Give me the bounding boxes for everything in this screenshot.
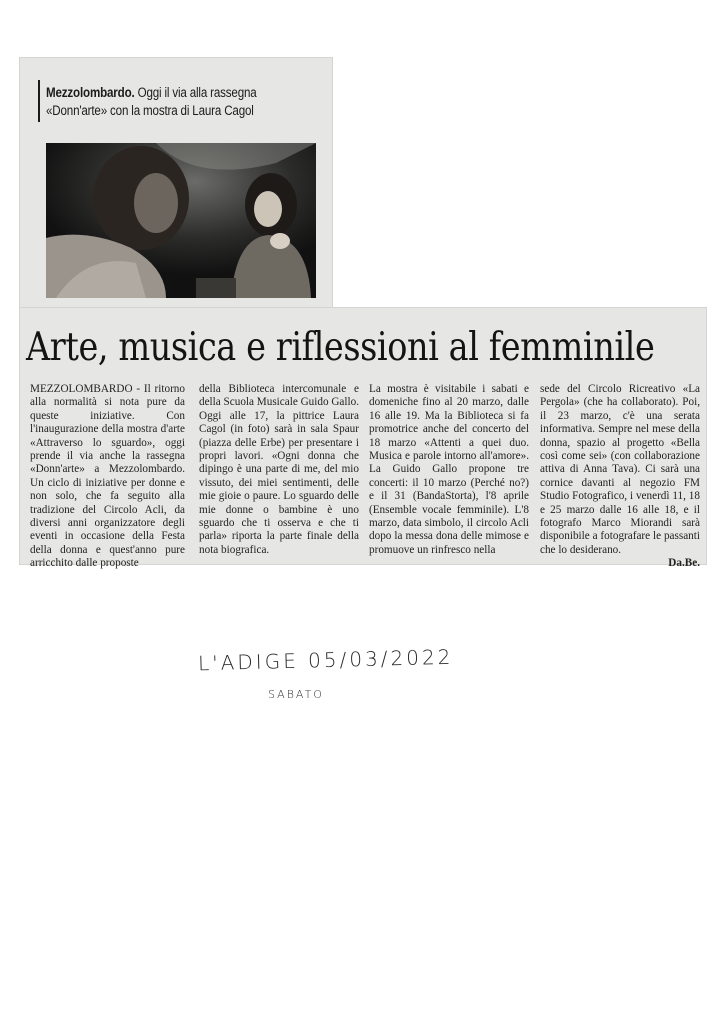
handwritten-day: SABATO (268, 688, 324, 701)
column-1-text: MEZZOLOMBARDO - Il ritorno alla normalità si nota pure da queste iniziative. Con l'inaugurazione della mostra d'arte «Attraverso lo sguardo», oggi prende il via anche la rassegna «Donn'arte» a Mezzolombardo. Un ciclo di iniziative per donne e non solo, che fa seguito alla tradizione del Circolo Acli, da diversi anni organizzatore degli eventi in occasione della Festa della donna e quest'anno pure arricchito dalle proposte (30, 383, 185, 570)
column-2-text: della Biblioteca intercomunale e della Scuola Musicale Guido Gallo. Oggi alle 17, la pittrice Laura Cagol (in foto) sarà in sala Spaur (piazza delle Erbe) per presentare i propri lavori. «Ogni donna che dipingo è una parte di me, del mio vissuto, dei miei sentimenti, delle mie gioie o paure. Lo sguardo delle mie donne o bambine è uno sguardo che ti osserva e che ti parla» riporta la parte finale della nota biografica. (199, 383, 360, 556)
kicker-place: Mezzolombardo. (46, 85, 135, 100)
column-3-text: La mostra è visitabile i sabati e domeniche fino al 20 marzo, dalle 16 alle 19. Ma la Biblioteca si fa promotrice anche del concerto del 18 marzo «Attenti a quei duo. Musica e parole intorno all'amore». La Guido Gallo propone tre concerti: il 10 marzo (Perché no?) e il 31 (BandaStorta), l'8 aprile (Ensemble vocale femminile). L'8 marzo, data simbolo, il circolo Acli dopo la messa dona delle mimose e promuove un rinfresco nella (369, 383, 529, 556)
article-column-2 (199, 383, 359, 557)
article-column-4 (540, 383, 700, 571)
article-column-3 (369, 383, 529, 557)
article-photo (46, 143, 316, 298)
handwritten-source-date: L'ADIGE 05/03/2022 (197, 644, 454, 676)
column-4-text: sede del Circolo Ricreativo «La Pergola» (che ha collaborato). Poi, il 23 marzo, c'è una serata informativa. Sempre nel mese della donna, spazio al progetto «Bella così come sei» (con collaborazione attiva di Anna Tava). Ci sarà una cornice davanti al negozio FM Studio Fotografico, i venerdì 11, 18 e 25 marzo dalle 16 alle 18, e il fotografo Marco Miorandi sarà disponibile a fotografare le passanti che lo desiderano. (540, 383, 700, 556)
headline: Arte, musica e riflessioni al femminile (26, 325, 655, 370)
article-column-1 (30, 383, 185, 571)
author-signature: Da.Be. (668, 557, 700, 570)
kicker (46, 84, 287, 120)
photo-of-two-women-icon (46, 143, 316, 298)
kicker-text: Oggi il via alla rassegna «Donn'arte» con la mostra di Laura Cagol (46, 85, 257, 118)
kicker-rule (38, 80, 40, 122)
